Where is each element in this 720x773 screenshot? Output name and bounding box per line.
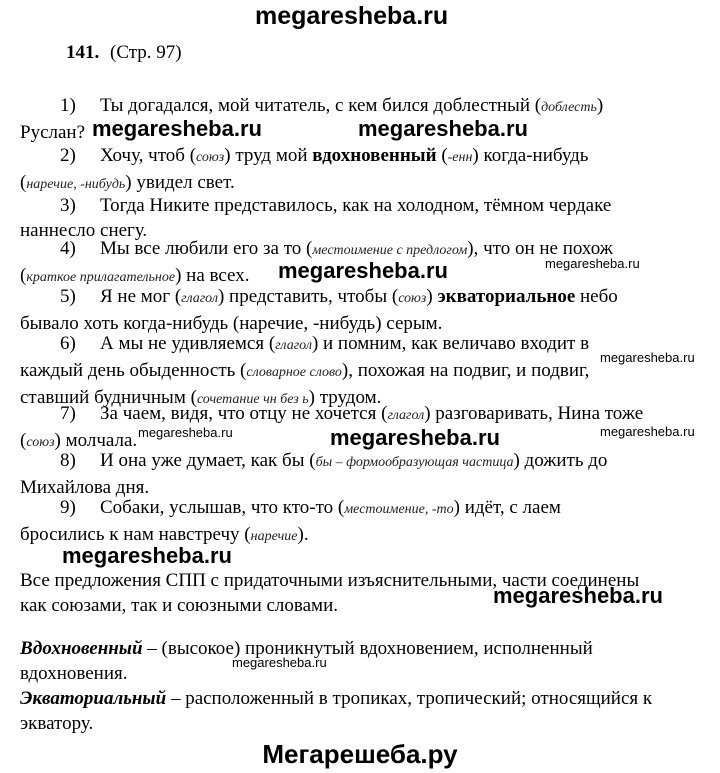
definition-1: Вдохновенный – (высокое) проникнутый вдохновением, исполненный вдохновения. (20, 638, 593, 684)
watermark: megaresheba.ru (278, 258, 448, 283)
exercise-header (66, 42, 182, 64)
watermark: megaresheba.ru (92, 116, 262, 141)
watermark: megaresheba.ru (600, 424, 695, 439)
footer-site-name: Мегарешеба.ру (262, 739, 458, 769)
sentence-3: 3) Тогда Никите представилось, как на холодном, тёмном чердаке наннесло снегу. (20, 195, 612, 241)
exercise-number: 141. (66, 42, 100, 63)
page-reference: (Стр. 97) (110, 42, 182, 63)
summary: Все предложения СПП с придаточными изъяснительными, части соединены как союзами, так и союзными словами. (20, 570, 640, 616)
sentence-8: 8) И она уже думает, как бы (бы – формообразующая частица) дожить до Михайлова дня. (20, 450, 608, 498)
watermark: megaresheba.ru (493, 583, 663, 608)
sentence-7: 7) За чаем, видя, что отцу не хочется (глагол) разговаривать, Нина тоже (союз) молчала. (20, 403, 644, 451)
watermark: megaresheba.ru (358, 116, 528, 141)
watermark: megaresheba.ru (138, 425, 233, 440)
watermark-top: megaresheba.ru (255, 2, 449, 30)
watermark: megaresheba.ru (600, 350, 695, 365)
sentence-5: 5) Я не мог (глагол) представить, чтобы (союз) экваториальное небо бывало хоть когда-нибудь (наречие, -нибудь) серым. (20, 286, 618, 334)
sentence-9: 9) Собаки, услышав, что кто-то (местоимение, -то) идёт, с лаем бросились к нам навстречу (наречие). (20, 497, 561, 545)
sentence-4: 4) Мы все любили его за то (местоимение с предлогом), что он не похож (краткое прилагательное) на всех. (20, 238, 613, 286)
sentence-2: 2) Хочу, чтоб (союз) труд мой вдохновенный (-енн) когда-нибудь (наречие, -нибудь) увидел свет. (20, 145, 589, 193)
watermark: megaresheba.ru (62, 543, 232, 568)
definition-2: Экваториальный – расположенный в тропиках, тропический; относящийся к экватору. (20, 688, 653, 734)
sentence-6: 6) А мы не удивляемся (глагол) и помним, как величаво входит в каждый день обыденность (словарное слово), похожая на подвиг, и подвиг, ставший будничным (сочетание чн без ь) трудом. (20, 333, 590, 408)
sentence-1: 1) Ты догадался, мой читатель, с кем бился доблестный (доблесть) Руслан? (20, 95, 604, 143)
watermark: megaresheba.ru (545, 256, 640, 271)
watermark: megaresheba.ru (232, 655, 327, 670)
watermark: megaresheba.ru (330, 425, 500, 450)
